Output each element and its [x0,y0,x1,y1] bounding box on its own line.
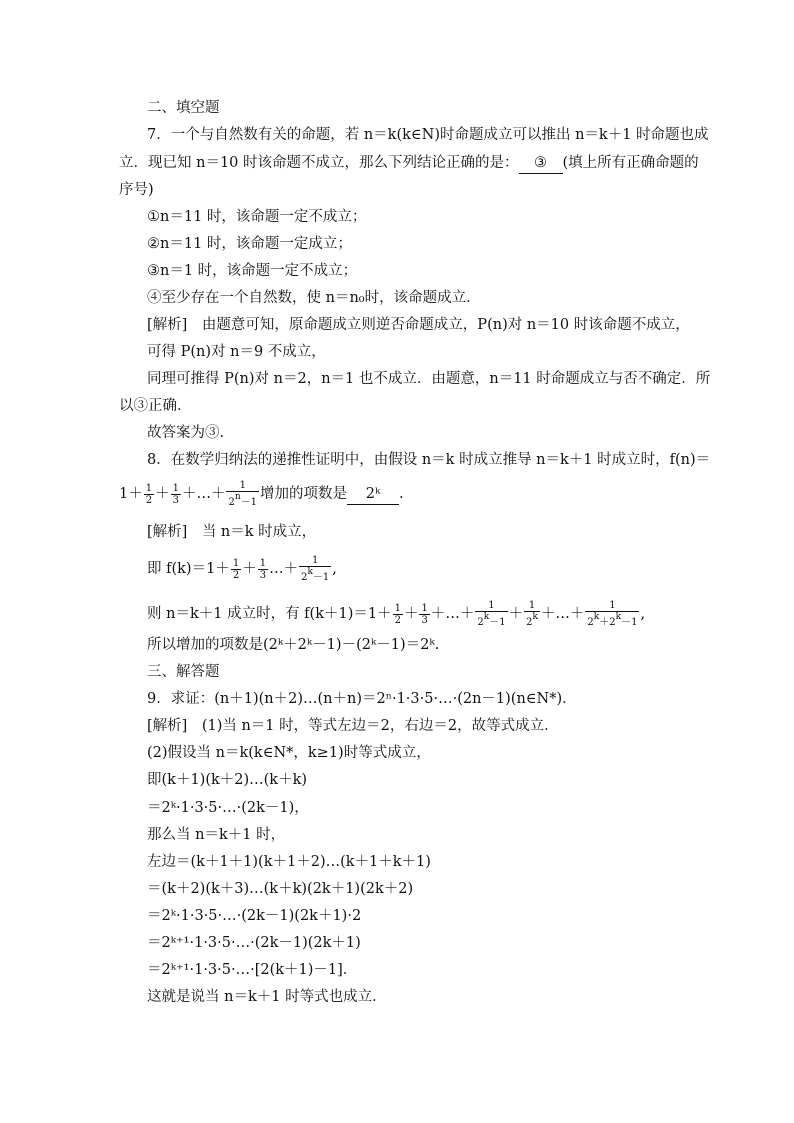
q9-analysis-2: (2)假设当 n＝k(k∈N*，k≥1)时等式成立， [147,745,431,761]
fraction: $\frac{1}{3}$ [172,482,179,506]
q7-analysis-2: 可得 P(n)对 n＝9 不成立， [147,344,326,360]
q9-step: 即(k＋1)(k＋2)…(k＋k) [147,772,308,788]
q7-option-1: ①n＝11 时，该命题一定不成立； [147,209,367,225]
q8-fk1-line: 则 n＝k＋1 成立时，有 f(k＋1)＝1＋ $\frac{1}{2}$ ＋ $\frac{1}{3}$ ＋…＋ $\frac{1}{2^k-1}$ ＋ $\frac{1}{2^k}$ ＋…＋ $\frac{1}{2^k+2^k-1}$ , [147,600,646,628]
q9-step: ＝2ᵏ·1·3·5·…·(2k－1)， [147,800,309,816]
fraction: $\frac{1}{3}$ [259,557,267,581]
q9-step: ＝2ᵏ·1·3·5·…·(2k－1)(2k＋1)·2 [147,908,362,924]
section-title-fill-blank: 二、填空题 [147,100,220,116]
q7-option-3: ③n＝1 时，该命题一定不成立； [147,263,358,279]
q8-analysis-intro: [解析] 当 n＝k 时成立， [147,524,317,540]
q9-step: 左边＝(k＋1＋1)(k＋1＋2)…(k＋1＋k＋1) [147,854,431,870]
q9-step: ＝(k＋2)(k＋3)…(k＋k)(2k＋1)(2k＋2) [147,881,414,897]
q9-conclusion: 这就是说当 n＝k＋1 时等式也成立． [147,989,387,1005]
q7-line1: 7．一个与自然数有关的命题，若 n＝k(k∈N)时命题成立可以推出 n＝k＋1 时命题也成 [147,127,709,143]
fraction: $\frac{1}{2^k-1}$ [477,600,506,628]
q7-line2: 立．现已知 n＝10 时该命题不成立，那么下列结论正确的是： ③ (填上所有正确命题的 [119,153,699,174]
q7-analysis-3: 同理可推得 P(n)对 n＝2，n＝1 也不成立．由题意，n＝11 时命题成立与否不确定．所 [147,371,711,387]
fraction: $\frac{1}{2^k}$ [526,600,538,628]
q7-option-2: ②n＝11 时，该命题一定成立； [147,236,352,252]
fraction: $\frac{1}{2^k+2^k-1}$ [587,600,638,628]
section-title-solve: 三、解答题 [147,664,220,680]
q9-step: ＝2ᵏ⁺¹·1·3·5·…·(2k－1)(2k＋1) [147,935,361,951]
q8-line1: 8．在数学归纳法的递推性证明中，由假设 n＝k 时成立推导 n＝k＋1 时成立时，f(n)＝ [147,452,711,468]
q8-conclusion: 所以增加的项数是(2ᵏ＋2ᵏ－1)－(2ᵏ－1)＝2ᵏ. [147,637,440,653]
q9-statement: 9．求证：(n＋1)(n＋2)…(n＋n)＝2ⁿ·1·3·5·…·(2n－1)(n∈N*)． [147,691,577,707]
q8-series-line: 1＋ $\frac{1}{2}$ ＋ $\frac{1}{3}$ ＋…＋ $\frac{1}{2^n-1}$ 增加的项数是 2ᵏ . [119,480,404,508]
q7-analysis-4: 以③正确． [119,398,192,414]
fraction: $\frac{1}{3}$ [421,602,428,626]
q7-analysis-5: 故答案为③. [147,425,225,441]
q8-fk-line: 即 f(k)＝1＋ $\frac{1}{2}$ ＋ $\frac{1}{3}$ …＋ $\frac{1}{2^k-1}$ , [147,555,337,583]
fraction: $\frac{1}{2}$ [232,557,240,581]
q7-analysis-1: [解析] 由题意可知，原命题成立则逆否命题成立，P(n)对 n＝10 时该命题不成立， [147,317,690,333]
q7-line3: 序号) [119,182,154,198]
q9-analysis-1: [解析] (1)当 n＝1 时，等式左边＝2，右边＝2，故等式成立． [147,718,559,734]
fraction: $\frac{1}{2^n-1}$ [228,480,258,508]
q8-answer-blank: 2ᵏ [347,484,399,505]
fraction: $\frac{1}{2^k-1}$ [301,555,330,583]
q9-step: ＝2ᵏ⁺¹·1·3·5·…·[2(k＋1)－1]． [147,962,358,978]
q7-answer-blank: ③ [519,153,563,174]
q7-option-4: ④至少存在一个自然数，使 n＝n₀时，该命题成立． [147,290,481,306]
fraction: $\frac{1}{2}$ [394,602,401,626]
fraction: $\frac{1}{2}$ [145,482,153,506]
q9-step: 那么当 n＝k＋1 时， [147,827,286,843]
